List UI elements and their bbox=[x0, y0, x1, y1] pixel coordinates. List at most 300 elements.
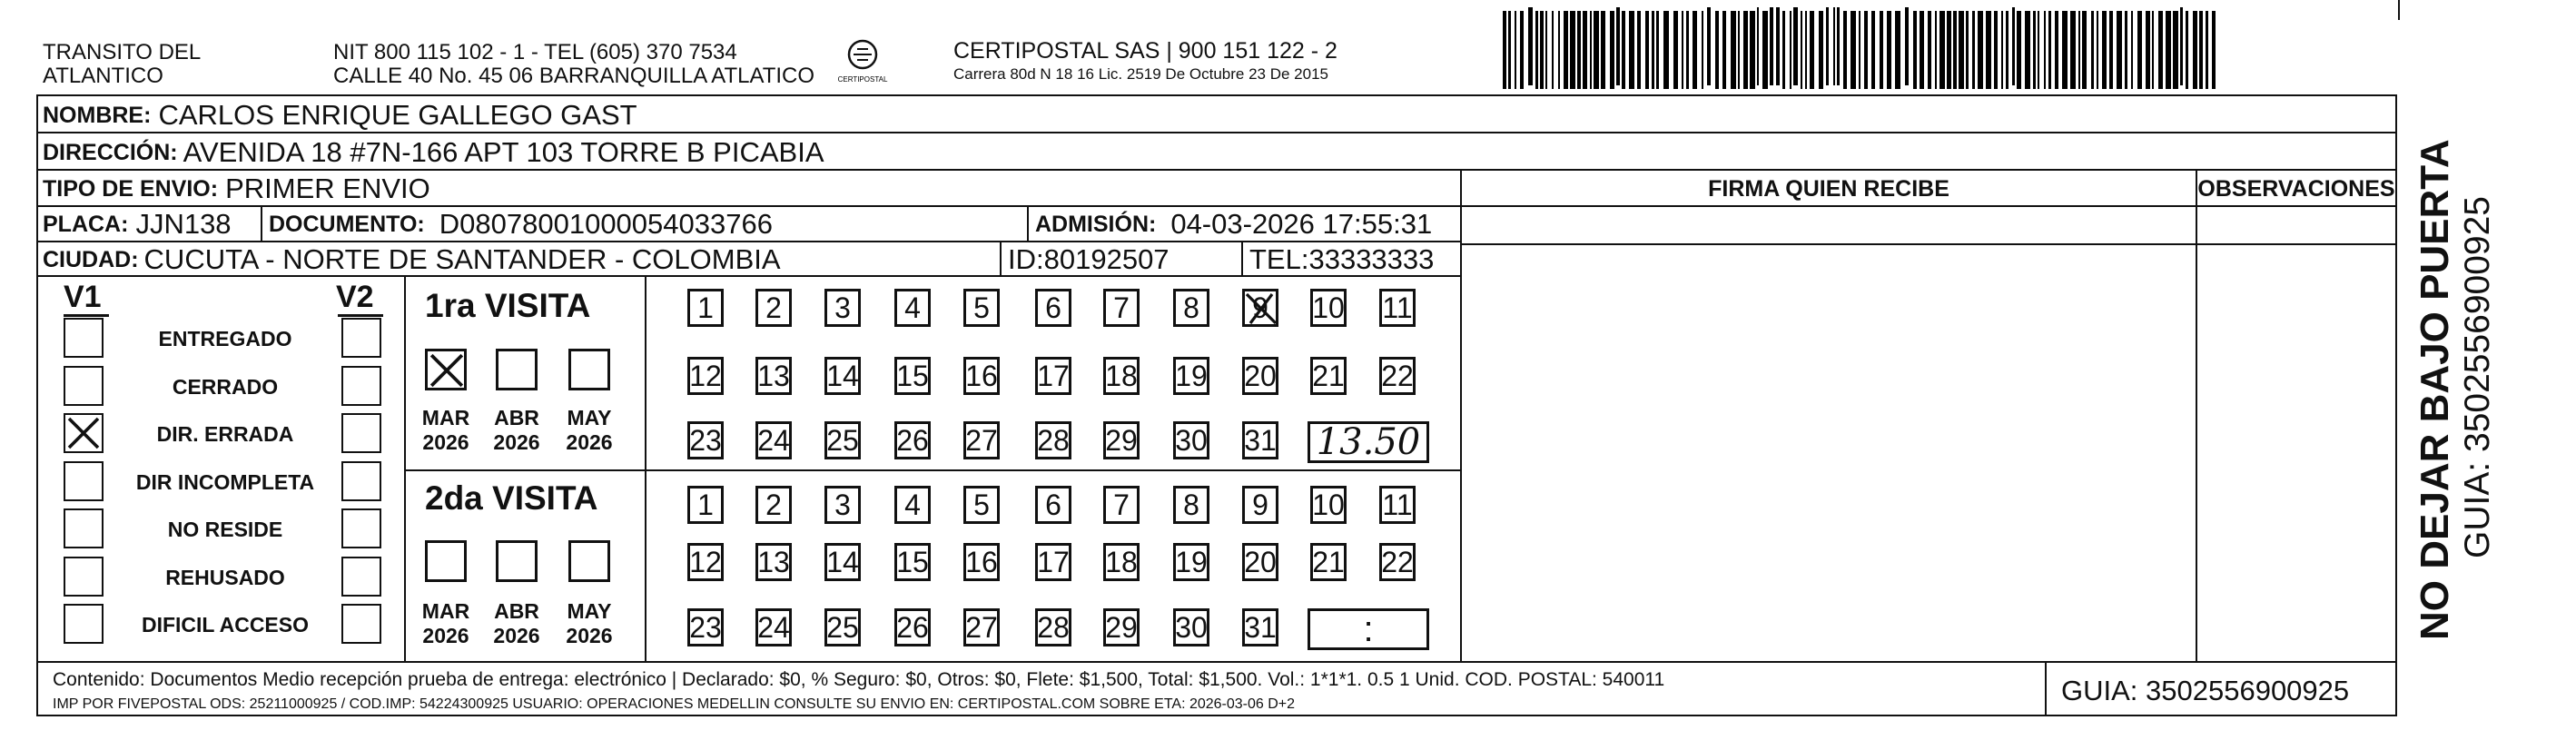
day-box[interactable] bbox=[1310, 486, 1347, 524]
day-box[interactable] bbox=[687, 486, 724, 524]
day-number: 19 bbox=[1175, 545, 1208, 578]
v2-label: V2 bbox=[336, 280, 374, 314]
day-number: 23 bbox=[689, 610, 722, 644]
barcode-bar bbox=[1959, 11, 1964, 89]
day-box[interactable] bbox=[824, 357, 861, 395]
barcode-bar bbox=[1520, 11, 1524, 89]
barcode-bar bbox=[1715, 11, 1719, 89]
barcode-bar bbox=[2193, 11, 2197, 89]
barcode-bar bbox=[2006, 11, 2008, 89]
day-number: 8 bbox=[1183, 291, 1199, 324]
v2-checkbox[interactable] bbox=[341, 557, 381, 597]
barcode-bar bbox=[1994, 11, 1998, 89]
day-number: 20 bbox=[1244, 359, 1277, 392]
day-box[interactable] bbox=[755, 543, 792, 581]
day-number: 9 bbox=[1252, 291, 1268, 324]
v1-checkbox[interactable] bbox=[64, 461, 104, 501]
month-label: ABR 2026 bbox=[493, 406, 540, 454]
day-box[interactable] bbox=[1173, 486, 1209, 524]
day-box[interactable] bbox=[687, 421, 724, 459]
day-box[interactable] bbox=[824, 608, 861, 646]
day-number: 6 bbox=[1045, 291, 1061, 324]
contenido-text: Contenido: Documentos Medio recepción prueba de entrega: electrónico | Declarado: $0, % Seguro: $0, Otros: $0, Flete: $1,500, Total: $1,500. Vol.: 1*1*1. 0.5 1 Unid. COD. POSTAL: 540011 bbox=[53, 669, 1665, 690]
day-number: 5 bbox=[973, 488, 990, 521]
day-number: 15 bbox=[896, 359, 929, 392]
v2-checkbox[interactable] bbox=[341, 318, 381, 358]
day-number: 31 bbox=[1244, 610, 1277, 644]
barcode-bar bbox=[1540, 11, 1544, 89]
tipo-value: PRIMER ENVIO bbox=[225, 173, 430, 204]
footer-divider bbox=[36, 661, 2397, 663]
barcode-bar bbox=[1801, 11, 1802, 89]
day-box[interactable] bbox=[963, 357, 1000, 395]
admision-value: 04-03-2026 17:55:31 bbox=[1170, 208, 1433, 240]
day-number: 24 bbox=[757, 610, 790, 644]
day-box[interactable] bbox=[1035, 486, 1071, 524]
visit-time-box[interactable] bbox=[1308, 421, 1429, 463]
barcode-bar bbox=[1851, 11, 1856, 89]
barcode-bar bbox=[2137, 11, 2142, 89]
day-number: 20 bbox=[1244, 545, 1277, 578]
barcode-bar bbox=[1880, 11, 1883, 89]
barcode-bar bbox=[2102, 11, 2107, 89]
barcode-bar bbox=[2082, 11, 2087, 89]
day-number: 24 bbox=[757, 423, 790, 457]
id-value: 80192507 bbox=[1043, 243, 1170, 275]
barcode-bar bbox=[1935, 11, 1937, 89]
v1-checkbox[interactable] bbox=[64, 413, 104, 453]
barcode-bar bbox=[1577, 11, 1581, 89]
day-number: 11 bbox=[1382, 291, 1413, 324]
day-box[interactable] bbox=[1242, 486, 1278, 524]
barcode-bar bbox=[2001, 11, 2003, 89]
day-box[interactable] bbox=[963, 543, 1000, 581]
barcode-bar bbox=[1645, 11, 1649, 89]
company-info: CERTIPOSTAL SAS | 900 151 122 - 2 bbox=[953, 38, 1337, 64]
day-number: 22 bbox=[1381, 359, 1414, 392]
barcode-bar bbox=[1750, 11, 1755, 89]
status-option-label: DIFICIL ACCESO bbox=[141, 613, 309, 637]
day-number: 16 bbox=[965, 359, 998, 392]
barcode-bar bbox=[1564, 11, 1568, 89]
footer-guia: GUIA: 3502556900925 bbox=[2061, 675, 2350, 706]
day-number: 21 bbox=[1312, 545, 1345, 578]
day-box[interactable] bbox=[1103, 608, 1140, 646]
v1-checkbox[interactable] bbox=[64, 557, 104, 597]
barcode-bar bbox=[2078, 11, 2080, 89]
barcode-bar bbox=[1535, 11, 1538, 89]
day-number: 16 bbox=[965, 545, 998, 578]
cell-divider bbox=[1241, 241, 1243, 277]
day-box[interactable] bbox=[1379, 486, 1416, 524]
barcode-bar bbox=[2117, 11, 2122, 89]
month-checkbox[interactable] bbox=[425, 349, 467, 390]
barcode-bar bbox=[2186, 11, 2188, 89]
day-box[interactable] bbox=[1103, 357, 1140, 395]
barcode-bar bbox=[2062, 11, 2068, 89]
day-number: 11 bbox=[1382, 488, 1413, 521]
day-number: 4 bbox=[904, 488, 921, 521]
day-number: 13 bbox=[757, 545, 790, 578]
barcode-bar bbox=[2131, 11, 2133, 89]
day-box[interactable] bbox=[1379, 543, 1416, 581]
day-box[interactable] bbox=[1242, 289, 1278, 327]
barcode-bar bbox=[1793, 7, 1798, 85]
status-option-label: CERRADO bbox=[172, 374, 279, 399]
nombre-value: CARLOS ENRIQUE GALLEGO GAST bbox=[158, 99, 637, 131]
day-box[interactable] bbox=[1103, 486, 1140, 524]
day-box[interactable] bbox=[1242, 608, 1278, 646]
day-number: 4 bbox=[904, 291, 921, 324]
day-box[interactable] bbox=[687, 608, 724, 646]
ciudad-label: CIUDAD: bbox=[43, 246, 139, 272]
month-checkbox[interactable] bbox=[425, 540, 467, 582]
row-divider bbox=[36, 132, 2397, 133]
row-divider bbox=[1462, 243, 2395, 245]
barcode-bar bbox=[1864, 11, 1868, 89]
day-number: 25 bbox=[826, 610, 859, 644]
day-number: 7 bbox=[1113, 291, 1130, 324]
day-box[interactable] bbox=[894, 486, 931, 524]
barcode-bar bbox=[2033, 11, 2036, 89]
tel-value: 33333333 bbox=[1308, 243, 1435, 275]
day-box[interactable] bbox=[824, 421, 861, 459]
day-box[interactable] bbox=[1103, 421, 1140, 459]
day-number: 31 bbox=[1244, 423, 1277, 457]
barcode-bar bbox=[1637, 11, 1641, 89]
v1-checkbox[interactable] bbox=[64, 604, 104, 644]
day-box[interactable] bbox=[894, 289, 931, 327]
sender-name-line1: TRANSITO DEL bbox=[43, 40, 202, 64]
barcode-bar bbox=[1673, 11, 1678, 89]
barcode-bar bbox=[2173, 11, 2178, 89]
day-box[interactable] bbox=[1379, 289, 1416, 327]
barcode-bar bbox=[1913, 11, 1917, 89]
barcode-bar bbox=[1776, 7, 1780, 85]
obs-col-left bbox=[2196, 169, 2197, 661]
firma-col-left bbox=[1460, 169, 1462, 661]
day-box[interactable] bbox=[687, 357, 724, 395]
month-checkbox[interactable] bbox=[496, 540, 538, 582]
barcode-bar bbox=[2180, 7, 2183, 85]
barcode-bar bbox=[1743, 11, 1748, 89]
barcode-bar bbox=[1805, 11, 1807, 89]
side-panel bbox=[2411, 77, 2529, 640]
barcode-bar bbox=[1545, 11, 1547, 89]
day-box[interactable] bbox=[755, 421, 792, 459]
month-checkbox[interactable] bbox=[496, 349, 538, 390]
first-visit-title: 1ra VISITA bbox=[425, 287, 591, 324]
barcode-bar bbox=[1928, 11, 1931, 89]
day-number: 28 bbox=[1037, 423, 1070, 457]
admision-label: ADMISIÓN: bbox=[1035, 211, 1157, 237]
second-visit-title: 2da VISITA bbox=[425, 479, 598, 517]
month-checkbox[interactable] bbox=[568, 540, 610, 582]
barcode-bar bbox=[1663, 11, 1669, 89]
day-box[interactable] bbox=[1310, 543, 1347, 581]
day-number: 14 bbox=[826, 545, 859, 578]
day-box[interactable] bbox=[1035, 357, 1071, 395]
barcode-bar bbox=[2158, 11, 2163, 89]
barcode-bar bbox=[1682, 11, 1683, 89]
day-box[interactable] bbox=[1035, 608, 1071, 646]
ciudad-value: CUCUTA - NORTE DE SANTANDER - COLOMBIA bbox=[143, 243, 781, 275]
barcode-bar bbox=[1693, 11, 1697, 89]
day-number: 30 bbox=[1175, 610, 1208, 644]
barcode-bar bbox=[1570, 11, 1575, 89]
day-number: 8 bbox=[1183, 488, 1199, 521]
barcode-bar bbox=[1939, 11, 1945, 89]
v2-checkbox[interactable] bbox=[341, 366, 381, 406]
tipo-row bbox=[43, 173, 430, 205]
month-label: MAY 2026 bbox=[566, 406, 613, 454]
visit-time-box[interactable] bbox=[1308, 608, 1429, 650]
placa-label: PLACA: bbox=[43, 211, 129, 237]
frame-left bbox=[36, 94, 38, 716]
barcode-bar bbox=[2109, 11, 2113, 89]
day-box[interactable] bbox=[894, 357, 931, 395]
day-box[interactable] bbox=[894, 421, 931, 459]
day-box[interactable] bbox=[894, 543, 931, 581]
logo-text: CERTIPOSTAL bbox=[837, 75, 888, 84]
day-box[interactable] bbox=[687, 543, 724, 581]
sender-name-line2: ATLANTICO bbox=[43, 64, 163, 88]
day-box[interactable] bbox=[1310, 357, 1347, 395]
barcode-bar bbox=[1656, 11, 1659, 89]
cell-divider bbox=[1000, 241, 1002, 277]
barcode-bar bbox=[1515, 11, 1516, 89]
frame-right bbox=[2395, 94, 2397, 716]
sender-address: CALLE 40 No. 45 06 BARRANQUILLA ATLATICO bbox=[333, 64, 815, 88]
day-number: 2 bbox=[765, 291, 782, 324]
admision-cell bbox=[1035, 208, 1432, 241]
day-number: 7 bbox=[1113, 488, 1130, 521]
day-box[interactable] bbox=[1173, 608, 1209, 646]
ciudad-cell bbox=[43, 243, 781, 276]
v2-checkbox[interactable] bbox=[341, 508, 381, 548]
day-box[interactable] bbox=[1035, 289, 1071, 327]
day-box[interactable] bbox=[687, 289, 724, 327]
month-checkbox[interactable] bbox=[568, 349, 610, 390]
day-number: 21 bbox=[1312, 359, 1345, 392]
day-number: 12 bbox=[689, 545, 722, 578]
v2-checkbox[interactable] bbox=[341, 461, 381, 501]
day-box[interactable] bbox=[1310, 289, 1347, 327]
day-number: 1 bbox=[697, 291, 714, 324]
frame-bottom bbox=[36, 715, 2397, 716]
barcode-bar bbox=[1887, 11, 1891, 89]
frame-top bbox=[36, 94, 2397, 96]
day-box[interactable] bbox=[963, 486, 1000, 524]
barcode-bar bbox=[1895, 11, 1900, 89]
edge-mark bbox=[2398, 0, 2400, 20]
cell-divider bbox=[2045, 661, 2047, 716]
day-number: 3 bbox=[834, 488, 851, 521]
day-box[interactable] bbox=[755, 486, 792, 524]
v2-checkbox[interactable] bbox=[341, 413, 381, 453]
day-box[interactable] bbox=[1242, 357, 1278, 395]
day-box[interactable] bbox=[1103, 289, 1140, 327]
day-box[interactable] bbox=[824, 486, 861, 524]
barcode-bar bbox=[1966, 11, 1969, 89]
v1-checkbox[interactable] bbox=[64, 318, 104, 358]
barcode-bar bbox=[2146, 11, 2150, 89]
barcode-bar bbox=[1702, 11, 1703, 89]
barcode-bar bbox=[1722, 11, 1726, 89]
documento-cell bbox=[269, 208, 773, 241]
nombre-row bbox=[43, 99, 637, 132]
barcode-bar bbox=[2012, 7, 2015, 85]
barcode-bar bbox=[1757, 7, 1759, 85]
barcode-bar bbox=[1826, 7, 1829, 85]
month-label: ABR 2026 bbox=[493, 599, 540, 647]
cell-divider bbox=[1027, 205, 1029, 242]
tel-label: TEL: bbox=[1249, 243, 1309, 275]
barcode-bar bbox=[1707, 7, 1711, 85]
day-box[interactable] bbox=[1173, 543, 1209, 581]
barcode-bar bbox=[1790, 11, 1791, 89]
barcode-bar bbox=[2070, 11, 2076, 89]
barcode-bar bbox=[1762, 11, 1768, 89]
barcode-bar bbox=[2152, 11, 2154, 89]
barcode-bar bbox=[1837, 7, 1840, 85]
direccion-value: AVENIDA 18 #7N-166 APT 103 TORRE B PICABIA bbox=[183, 136, 824, 168]
day-box[interactable] bbox=[824, 289, 861, 327]
day-box[interactable] bbox=[963, 608, 1000, 646]
day-number: 18 bbox=[1105, 545, 1138, 578]
status-option-label: ENTREGADO bbox=[158, 327, 292, 350]
day-number: 1 bbox=[697, 488, 714, 521]
day-number: 27 bbox=[965, 610, 998, 644]
day-number: 18 bbox=[1105, 359, 1138, 392]
day-number: 17 bbox=[1037, 545, 1070, 578]
status-option-label: DIR INCOMPLETA bbox=[135, 469, 315, 494]
barcode-bar bbox=[1503, 11, 1506, 89]
barcode-bar bbox=[1819, 11, 1823, 89]
barcode-bar bbox=[1622, 11, 1625, 89]
barcode-bar bbox=[1583, 11, 1587, 89]
barcode-bar bbox=[1782, 11, 1785, 89]
row-divider bbox=[36, 241, 1462, 242]
barcode-bar bbox=[1629, 11, 1634, 89]
barcode-bar bbox=[1594, 11, 1599, 89]
day-number: 12 bbox=[689, 359, 722, 392]
barcode-bar bbox=[1528, 7, 1533, 85]
day-box[interactable] bbox=[963, 421, 1000, 459]
day-number: 2 bbox=[765, 488, 782, 521]
day-box[interactable] bbox=[1242, 543, 1278, 581]
month-label: MAR 2026 bbox=[421, 406, 470, 454]
v1-checkbox[interactable] bbox=[64, 366, 104, 406]
day-number: 10 bbox=[1312, 291, 1345, 324]
cell-divider bbox=[261, 205, 262, 242]
day-box[interactable] bbox=[755, 289, 792, 327]
barcode-bar bbox=[2038, 11, 2039, 89]
barcode-bar bbox=[2055, 11, 2058, 89]
barcode-bar bbox=[1920, 11, 1924, 89]
barcode-bar bbox=[2048, 11, 2051, 89]
v1-label: V1 bbox=[64, 280, 102, 314]
row-divider bbox=[36, 205, 2397, 207]
v2-checkbox[interactable] bbox=[341, 604, 381, 644]
side-warning: NO DEJAR BAJO PUERTA bbox=[2413, 139, 2457, 640]
day-box[interactable] bbox=[755, 357, 792, 395]
status-option-label: DIR. ERRADA bbox=[156, 422, 294, 446]
day-box[interactable] bbox=[1173, 289, 1209, 327]
day-number: 3 bbox=[834, 291, 851, 324]
observaciones-header: OBSERVACIONES bbox=[2197, 176, 2395, 202]
barcode-bar bbox=[1610, 11, 1614, 89]
barcode-bar bbox=[1978, 11, 1983, 89]
barcode-bar bbox=[1601, 11, 1605, 89]
barcode-bar bbox=[1558, 11, 1560, 89]
barcode-bar bbox=[1616, 7, 1620, 85]
barcode-bar bbox=[2206, 11, 2208, 89]
day-box[interactable] bbox=[1379, 357, 1416, 395]
barcode-bar bbox=[1986, 11, 1991, 89]
id-label: ID: bbox=[1008, 243, 1044, 275]
day-number: 10 bbox=[1312, 488, 1345, 521]
placa-value: JJN138 bbox=[135, 208, 232, 240]
day-number: 5 bbox=[973, 291, 990, 324]
barcode-bar bbox=[2091, 11, 2094, 89]
barcode-bar bbox=[2199, 11, 2203, 89]
day-number: 6 bbox=[1045, 488, 1061, 521]
day-box[interactable] bbox=[1035, 421, 1071, 459]
barcode-bar bbox=[2017, 11, 2021, 89]
barcode-bar bbox=[1843, 11, 1847, 89]
imp-text: IMP POR FIVEPOSTAL ODS: 25211000925 / COD.IMP: 54224300925 USUARIO: OPERACIONES MEDELLIN CONSULTE SU ENVIO EN: CERTIPOSTAL.COM SOBRE ETA: 2026-03-06 D+2 bbox=[53, 696, 1296, 712]
day-number: 17 bbox=[1037, 359, 1070, 392]
direccion-row bbox=[43, 136, 824, 169]
day-box[interactable] bbox=[824, 543, 861, 581]
day-number: 25 bbox=[826, 423, 859, 457]
barcode bbox=[1503, 7, 2220, 89]
v1-checkbox[interactable] bbox=[64, 508, 104, 548]
first-visit-time: 13.50 bbox=[1316, 421, 1421, 463]
sender-nit: NIT 800 115 102 - 1 - TEL (605) 370 7534 bbox=[333, 40, 737, 64]
firma-header: FIRMA QUIEN RECIBE bbox=[1708, 176, 1949, 202]
day-box[interactable] bbox=[1035, 543, 1071, 581]
day-box[interactable] bbox=[963, 289, 1000, 327]
day-box[interactable] bbox=[755, 608, 792, 646]
day-box[interactable] bbox=[1242, 421, 1278, 459]
barcode-bar bbox=[1953, 11, 1957, 89]
barcode-bar bbox=[1738, 11, 1740, 89]
v1-underline bbox=[64, 314, 109, 317]
day-number: 23 bbox=[689, 423, 722, 457]
row-divider bbox=[36, 169, 2397, 171]
barcode-bar bbox=[1833, 7, 1835, 85]
side-guia: GUIA: 3502556900925 bbox=[2458, 196, 2497, 558]
day-number: 29 bbox=[1105, 423, 1138, 457]
day-box[interactable] bbox=[1173, 421, 1209, 459]
barcode-bar bbox=[1552, 11, 1554, 89]
day-box[interactable] bbox=[1103, 543, 1140, 581]
barcode-bar bbox=[1871, 11, 1875, 89]
barcode-bar bbox=[1972, 11, 1975, 89]
day-number: 29 bbox=[1105, 610, 1138, 644]
day-number: 28 bbox=[1037, 610, 1070, 644]
day-number: 14 bbox=[826, 359, 859, 392]
barcode-bar bbox=[1859, 11, 1860, 89]
day-box[interactable] bbox=[1173, 357, 1209, 395]
day-box[interactable] bbox=[894, 608, 931, 646]
placa-cell bbox=[43, 208, 232, 241]
day-number: 9 bbox=[1252, 488, 1268, 521]
second-visit-time: : bbox=[1363, 608, 1374, 649]
day-number: 26 bbox=[896, 423, 929, 457]
